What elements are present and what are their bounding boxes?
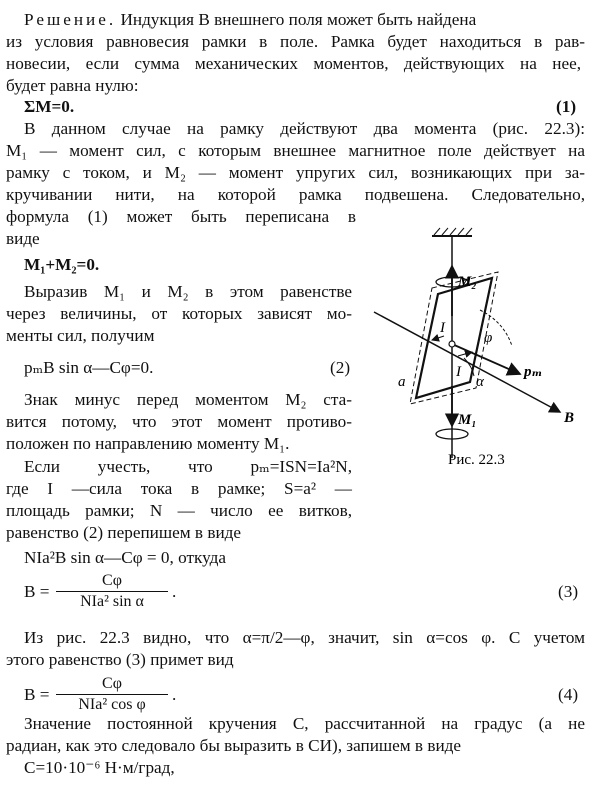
paragraph-text: Если учесть, что pₘ=ISN=Ia²N, (24, 457, 352, 476)
paragraph-text: через величины, от которых зависят мо- (6, 304, 352, 323)
current-arrow-bottom (458, 352, 472, 356)
figure-caption: Рис. 22.3 (448, 452, 505, 468)
paragraph-text: виде (6, 229, 40, 248)
fraction-denominator: NIa² cos φ (78, 696, 146, 713)
paragraph-text: Индукция B внешнего поля может быть найдена (120, 10, 477, 29)
paragraph-text: Из рис. 22.3 видно, что α=π/2—φ, значит, sin α=cos φ. С учетом (24, 628, 585, 647)
paragraph-text: площадь рамки; N — число ее витков, (6, 501, 352, 520)
label-side-a: a (398, 374, 406, 390)
paragraph-text: будет равна нулю: (6, 76, 139, 95)
label-pm: pₘ (524, 364, 543, 380)
paragraph-text: Выразив M₁ и M₂ в этом равенстве (24, 282, 352, 301)
equation-number: (3) (558, 582, 579, 601)
paragraph-text: менты сил, получим (6, 326, 155, 345)
fraction-bar (56, 694, 168, 695)
figure-22-3 (360, 226, 588, 468)
label-M1: M₁ (458, 412, 477, 428)
paragraph-text: Значение постоянной кручения C, рассчитанной на градус (а не (24, 714, 585, 733)
fraction-numerator: Cφ (102, 675, 122, 692)
paragraph-text: формула (1) может быть переписана в (6, 207, 356, 226)
label-phi: φ (484, 330, 493, 346)
equation-number: (1) (556, 97, 577, 116)
equation-sum-moments: M₁+M₂=0. (24, 255, 100, 274)
paragraph-text: равенство (2) перепишем в виде (6, 523, 242, 542)
equation-2: pₘB sin α—Cφ=0. (24, 358, 154, 377)
ceiling-support (432, 228, 472, 236)
paragraph-text: этого равенство (3) примет вид (6, 650, 234, 669)
frame-center-point (449, 341, 455, 347)
equation-1: ΣM=0. (24, 97, 75, 116)
fraction-numerator: Cφ (102, 572, 122, 589)
current-arrow-top (432, 336, 444, 340)
equation-3-lhs: B = (24, 582, 50, 601)
label-alpha: α (476, 374, 484, 390)
paragraph-text: новесии, если сумма механических моментов, действующих на нее, (6, 54, 581, 73)
equation-4-lhs: B = (24, 685, 50, 704)
paragraph-text: радиан, как это следовало бы выразить в СИ), запишем в виде (6, 736, 462, 755)
paragraph-text: из условия равновесия рамки в поле. Рамка будет находиться в рав- (6, 32, 585, 51)
label-current-bottom: I (456, 364, 461, 380)
paragraph-text: кручивании нити, на которой рамка подвешена. Следовательно, (6, 185, 585, 204)
paragraph-text: Знак минус перед моментом M₂ ста- (24, 390, 352, 409)
solution-label: Решение. (24, 10, 117, 29)
fraction-bar (56, 591, 168, 592)
label-B: B (564, 410, 575, 426)
equation-torsion-constant: C=10·10⁻⁶ Н·м/град, (24, 758, 175, 777)
paragraph-text: положен по направлению моменту M₁. (6, 434, 290, 453)
equation-period: . (172, 685, 177, 704)
paragraph-text: M₁ — момент сил, с которым внешнее магнитное поле действует на (6, 141, 585, 160)
solution-first-line (24, 10, 476, 30)
label-current-top: I (440, 320, 445, 336)
paragraph-text: NIa²B sin α—Cφ = 0, откуда (24, 548, 226, 567)
label-M2: M₂ (458, 274, 477, 290)
paragraph-text: В данном случае на рамку действуют два момента (рис. 22.3): (24, 119, 585, 138)
equation-number: (4) (558, 685, 579, 704)
equation-number: (2) (330, 358, 351, 377)
paragraph-text: вится потому, что этот момент противо- (6, 412, 352, 431)
paragraph-text: рамку с током, и M₂ — момент упругих сил, возникающих при за- (6, 163, 585, 182)
equation-period: . (172, 582, 177, 601)
fraction-denominator: NIa² sin α (80, 593, 144, 610)
equation-4-fraction (56, 675, 168, 715)
equation-3-fraction (56, 572, 168, 612)
paragraph-text: где I —сила тока в рамке; S=a² — (6, 479, 352, 498)
